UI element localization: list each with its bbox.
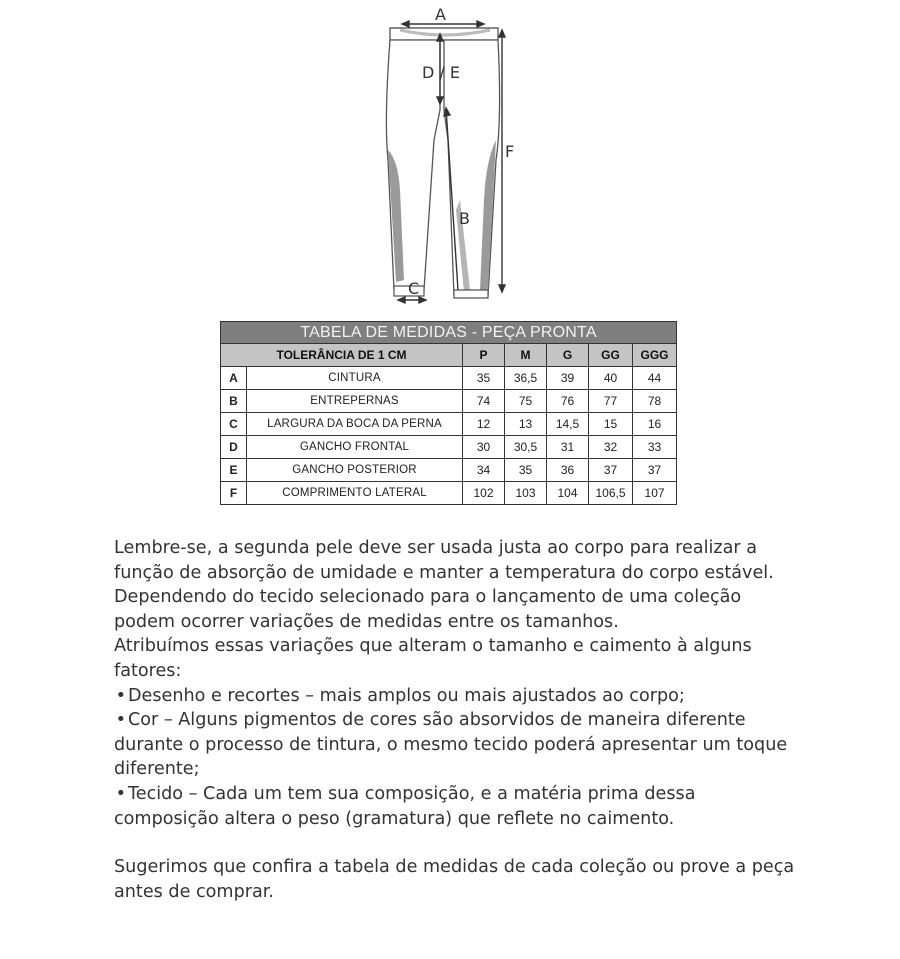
table-row <box>221 390 677 413</box>
table-row <box>221 367 677 390</box>
cell-value: 107 <box>633 482 677 505</box>
notes-spacer <box>114 831 804 855</box>
cell-value: 13 <box>505 413 547 436</box>
table-row <box>221 413 677 436</box>
tolerance-header: TOLERÂNCIA DE 1 CM <box>221 344 463 367</box>
cell-value: 35 <box>463 367 505 390</box>
size-table <box>220 321 677 505</box>
cell-value: 40 <box>589 367 633 390</box>
cell-value: 15 <box>589 413 633 436</box>
cell-value: 39 <box>547 367 589 390</box>
bullet-icon: • <box>115 710 126 731</box>
size-header-g: G <box>547 344 589 367</box>
cell-value: 78 <box>633 390 677 413</box>
cell-value: 34 <box>463 459 505 482</box>
cell-value: 37 <box>633 459 677 482</box>
arrow-f-head-top <box>499 30 505 37</box>
cell-value: 76 <box>547 390 589 413</box>
label-a: A <box>435 5 446 24</box>
cell-value: 36 <box>547 459 589 482</box>
table-header-row <box>221 344 677 367</box>
label-b: B <box>459 209 470 228</box>
row-code: C <box>221 413 247 436</box>
table-row <box>221 459 677 482</box>
label-de: D / E <box>422 63 460 82</box>
cell-value: 77 <box>589 390 633 413</box>
size-header-ggg: GGG <box>633 344 677 367</box>
label-c: C <box>408 279 420 298</box>
bullet-text: Desenho e recortes – mais amplos ou mais ajustados ao corpo; <box>128 685 685 706</box>
row-name: COMPRIMENTO LATERAL <box>247 482 463 505</box>
cell-value: 30,5 <box>505 436 547 459</box>
cell-value: 37 <box>589 459 633 482</box>
size-header-gg: GG <box>589 344 633 367</box>
row-code: E <box>221 459 247 482</box>
bullet-icon: • <box>115 783 126 804</box>
notes-paragraph-1: Lembre-se, a segunda pele deve ser usada justa ao corpo para realizar a função de absorção de umidade e manter a temperatura do corpo estável. <box>114 538 774 583</box>
pants-diagram <box>360 0 540 312</box>
cell-value: 74 <box>463 390 505 413</box>
notes-section <box>114 536 804 904</box>
arrow-c-head-right <box>419 297 426 303</box>
cell-value: 106,5 <box>589 482 633 505</box>
arrow-f-head-bottom <box>499 285 505 292</box>
label-f: F <box>505 142 515 161</box>
row-name: CINTURA <box>247 367 463 390</box>
notes-bullet-3 <box>114 782 804 831</box>
cell-value: 36,5 <box>505 367 547 390</box>
row-code: A <box>221 367 247 390</box>
notes-paragraph-4: Sugerimos que confira a tabela de medidas de cada coleção ou prove a peça antes de comprar. <box>114 857 795 902</box>
notes-bullet-1 <box>114 684 804 709</box>
size-header-m: M <box>505 344 547 367</box>
notes-bullet-2 <box>114 708 804 782</box>
notes-paragraph-3: Atribuímos essas variações que alteram o tamanho e caimento à alguns fatores: <box>114 636 752 681</box>
bullet-icon: • <box>115 685 126 706</box>
table-row <box>221 482 677 505</box>
cell-value: 104 <box>547 482 589 505</box>
cell-value: 30 <box>463 436 505 459</box>
cell-value: 103 <box>505 482 547 505</box>
arrow-a-head-right <box>477 21 484 27</box>
cell-value: 16 <box>633 413 677 436</box>
row-name: LARGURA DA BOCA DA PERNA <box>247 413 463 436</box>
cell-value: 32 <box>589 436 633 459</box>
cell-value: 102 <box>463 482 505 505</box>
cell-value: 35 <box>505 459 547 482</box>
bullet-text: Tecido – Cada um tem sua composição, e a matéria prima dessa composição altera o peso (gramatura) que reflete no caimento. <box>114 783 696 829</box>
row-name: ENTREPERNAS <box>247 390 463 413</box>
arrow-c-head-left <box>398 297 405 303</box>
cell-value: 44 <box>633 367 677 390</box>
row-name: GANCHO FRONTAL <box>247 436 463 459</box>
cell-value: 31 <box>547 436 589 459</box>
row-code: D <box>221 436 247 459</box>
right-cuff <box>454 290 488 298</box>
arrow-a-head-left <box>402 21 409 27</box>
table-title: TABELA DE MEDIDAS - PEÇA PRONTA <box>221 322 677 344</box>
notes-paragraph-2: Dependendo do tecido selecionado para o lançamento de uma coleção podem ocorrer variações de medidas entre os tamanhos. <box>114 587 742 632</box>
row-name: GANCHO POSTERIOR <box>247 459 463 482</box>
cell-value: 12 <box>463 413 505 436</box>
cell-value: 33 <box>633 436 677 459</box>
bullet-text: Cor – Alguns pigmentos de cores são absorvidos de maneira diferente durante o processo de tintura, o mesmo tecido poderá apresentar um toque diferente; <box>114 710 788 780</box>
pants-illustration <box>360 0 540 312</box>
table-row <box>221 436 677 459</box>
row-code: B <box>221 390 247 413</box>
cell-value: 14,5 <box>547 413 589 436</box>
row-code: F <box>221 482 247 505</box>
cell-value: 75 <box>505 390 547 413</box>
size-header-p: P <box>463 344 505 367</box>
